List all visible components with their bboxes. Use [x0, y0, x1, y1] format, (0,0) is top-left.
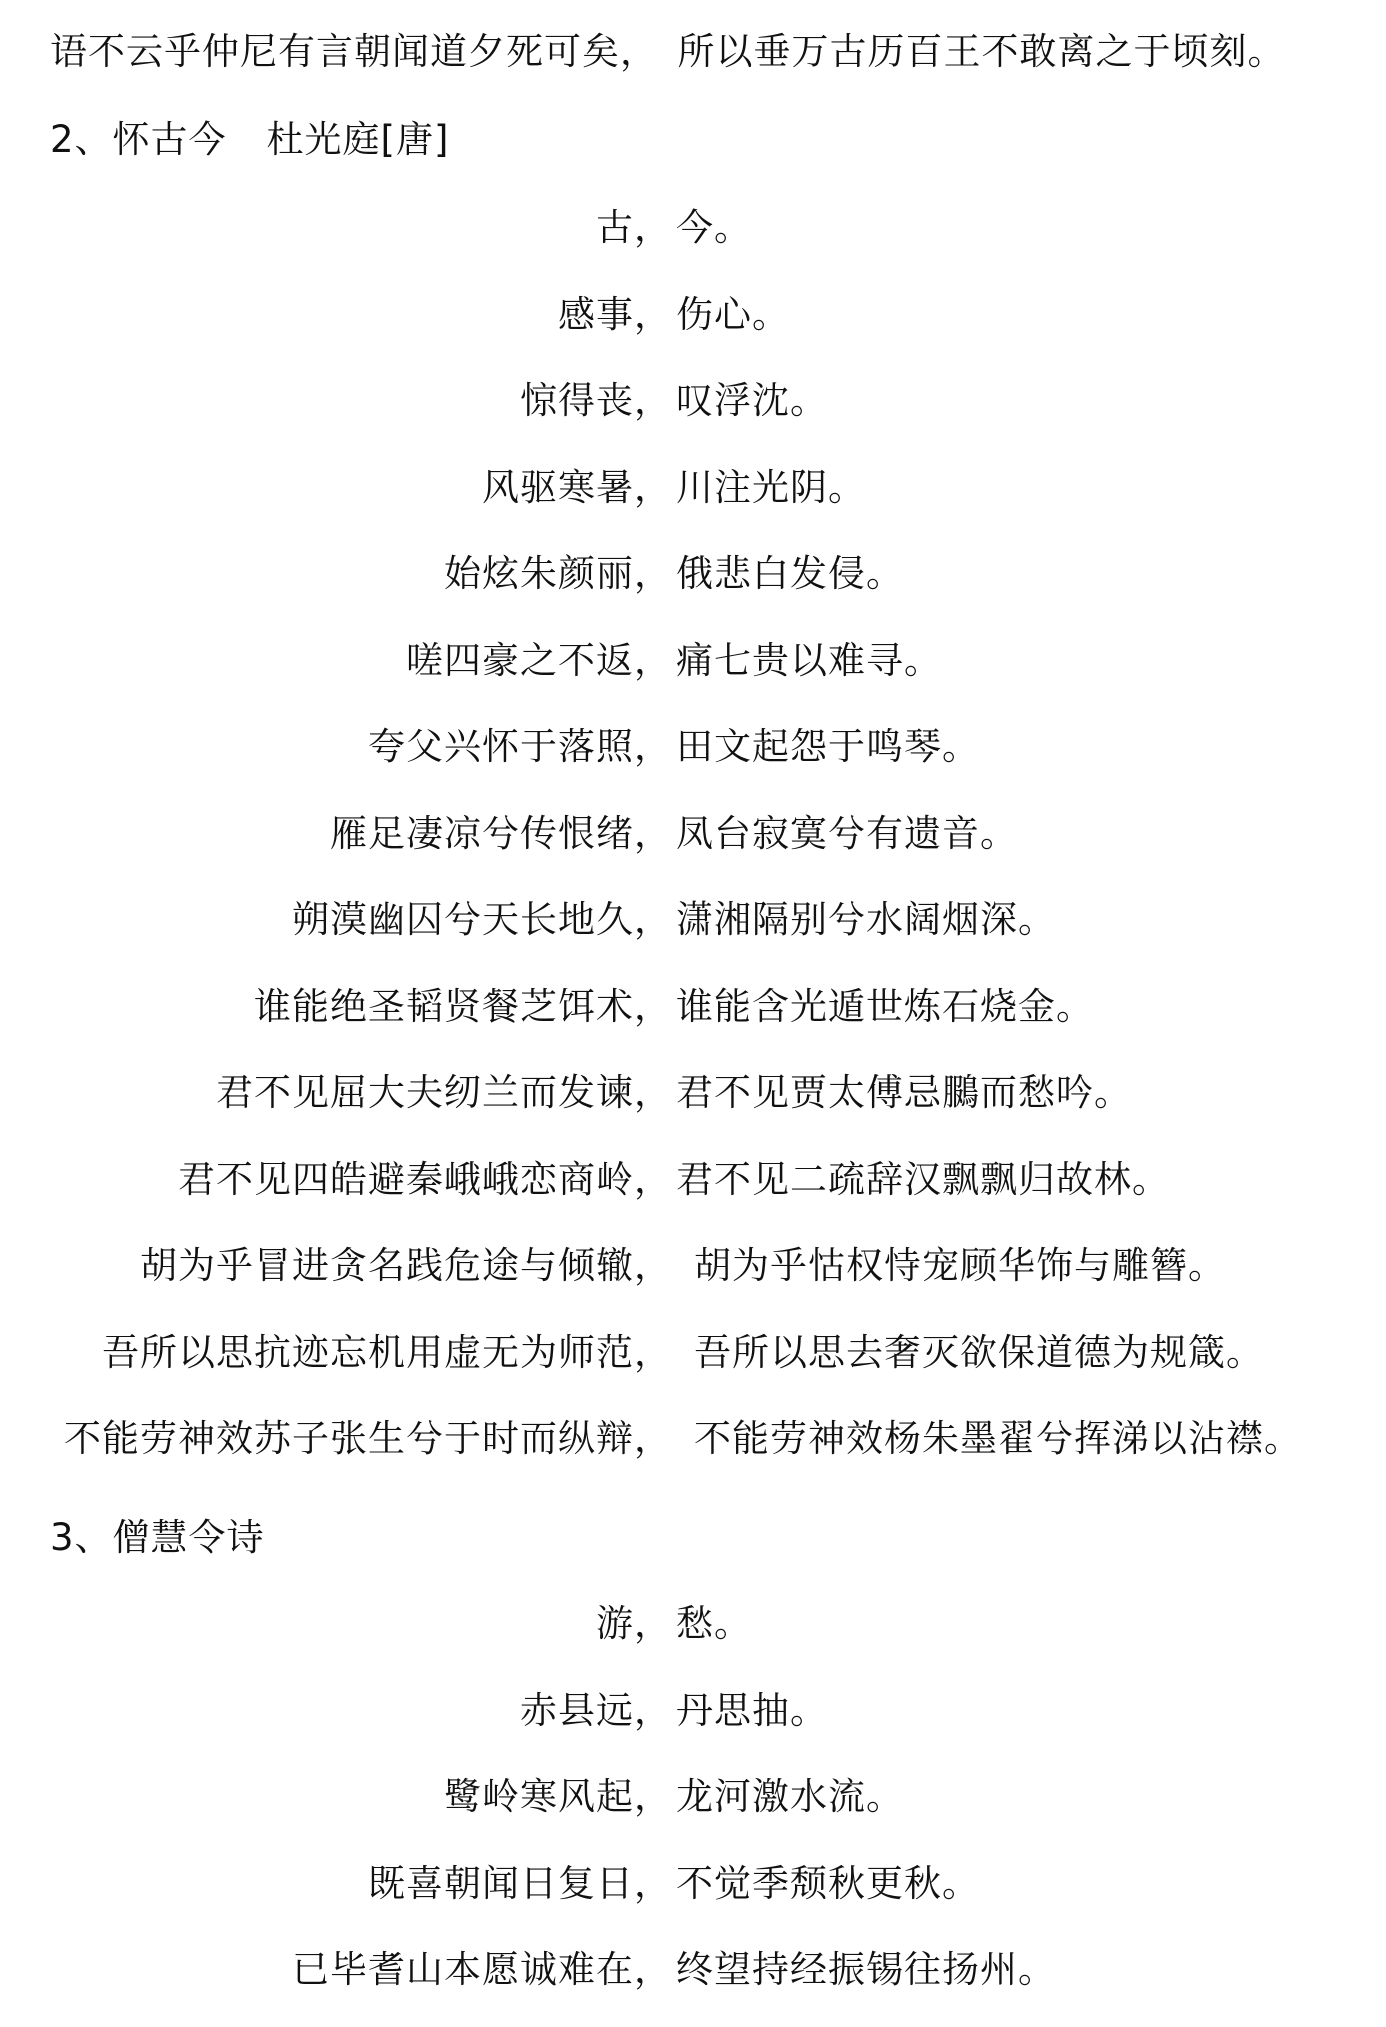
couplet-second-half: 愁。 — [676, 1602, 752, 1645]
couplet-line — [0, 631, 1386, 718]
intro-line: 语不云乎仲尼有言朝闻道夕死可矣， 所以垂万古历百王不敢离之于顷刻。 — [50, 30, 1286, 73]
couplet-second-half: 川注光阴。 — [676, 465, 866, 509]
section-3-number: 3、 — [50, 1516, 113, 1559]
couplet-second-half: 痛七贵以难寻。 — [676, 638, 942, 682]
couplet-first-half: 谁能绝圣韬贤餐芝饵术， — [254, 984, 672, 1028]
couplet-second-half: 潇湘隔别兮水阔烟深。 — [676, 898, 1056, 941]
couplet-first-half: 游， — [596, 1602, 672, 1645]
couplet-first-half: 感事， — [558, 292, 672, 336]
couplet-line — [0, 1150, 1386, 1237]
couplet-second-half: 胡为乎怙权恃宠顾华饰与雕簪。 — [694, 1244, 1226, 1287]
couplet-second-half: 不能劳神效杨朱墨翟兮挥涕以沾襟。 — [694, 1417, 1302, 1460]
couplet-second-half: 叹浮沈。 — [676, 379, 828, 422]
couplet-first-half: 吾所以思抗迹忘机用虚无为师范， — [102, 1330, 672, 1374]
couplet-second-half: 龙河激水流。 — [676, 1775, 904, 1818]
section-2-author: 杜光庭[唐] — [266, 118, 450, 161]
couplet-first-half: 已毕耆山本愿诚难在， — [292, 1948, 672, 1991]
couplet-first-half: 赤县远， — [520, 1688, 672, 1732]
couplet-line — [0, 717, 1386, 804]
couplet-line — [0, 1409, 1386, 1496]
couplet-second-half: 凤台寂寞兮有遗音。 — [676, 811, 1018, 855]
couplet-line — [0, 804, 1386, 891]
couplet-line — [0, 285, 1386, 372]
couplet-second-half: 吾所以思去奢灭欲保道德为规箴。 — [694, 1330, 1264, 1374]
couplet-first-half: 古， — [596, 206, 672, 249]
couplet-first-half: 惊得丧， — [520, 379, 672, 422]
couplet-line — [0, 458, 1386, 545]
section-2-title: 怀古今 — [112, 118, 227, 161]
couplet-line — [0, 371, 1386, 458]
couplet-second-half: 俄悲白发侵。 — [676, 552, 904, 595]
couplet-line — [0, 1940, 1386, 2027]
couplet-second-half: 君不见贾太傅忌鵩而愁吟。 — [676, 1071, 1132, 1114]
couplet-first-half: 君不见屈大夫纫兰而发谏， — [216, 1071, 672, 1114]
couplet-second-half: 不觉季颓秋更秋。 — [676, 1861, 980, 1905]
couplet-line — [0, 544, 1386, 631]
couplet-first-half: 始炫朱颜丽， — [444, 552, 672, 595]
section-2-heading — [50, 110, 449, 170]
couplet-first-half: 雁足凄凉兮传恨绪， — [330, 811, 672, 855]
couplet-line — [0, 1854, 1386, 1941]
couplet-line — [0, 977, 1386, 1064]
couplet-line — [0, 1594, 1386, 1681]
couplet-first-half: 鹭岭寒风起， — [444, 1775, 672, 1818]
couplet-line — [0, 1767, 1386, 1854]
couplet-first-half: 风驱寒暑， — [482, 465, 672, 509]
couplet-first-half: 朔漠幽囚兮天长地久， — [292, 898, 672, 941]
couplet-line — [0, 890, 1386, 977]
couplet-second-half: 君不见二疏辞汉飘飘归故林。 — [676, 1157, 1170, 1201]
couplet-line — [0, 198, 1386, 285]
couplet-first-half: 嗟四豪之不返， — [406, 638, 672, 682]
couplet-first-half: 夸父兴怀于落照， — [368, 725, 672, 768]
couplet-second-half: 谁能含光遁世炼石烧金。 — [676, 984, 1094, 1028]
couplet-second-half: 田文起怨于鸣琴。 — [676, 725, 980, 768]
couplet-line — [0, 1323, 1386, 1410]
couplet-second-half: 今。 — [676, 206, 752, 249]
poem-seng-hui-ling — [0, 1594, 1386, 2027]
couplet-second-half: 丹思抽。 — [676, 1688, 828, 1732]
couplet-second-half: 伤心。 — [676, 292, 790, 336]
couplet-second-half: 终望持经振锡往扬州。 — [676, 1948, 1056, 1991]
section-2-number: 2、 — [50, 118, 113, 161]
couplet-line — [0, 1063, 1386, 1150]
couplet-line — [0, 1236, 1386, 1323]
couplet-first-half: 既喜朝闻日复日， — [368, 1861, 672, 1905]
poem-huai-gu-jin — [0, 198, 1386, 1496]
couplet-line — [0, 1681, 1386, 1768]
couplet-first-half: 胡为乎冒进贪名践危途与倾辙， — [140, 1244, 672, 1287]
couplet-first-half: 不能劳神效苏子张生兮于时而纵辩， — [64, 1417, 672, 1460]
section-3-title: 僧慧令诗 — [112, 1516, 265, 1559]
section-3-heading — [50, 1508, 265, 1568]
couplet-first-half: 君不见四皓避秦峨峨恋商岭， — [178, 1157, 672, 1201]
